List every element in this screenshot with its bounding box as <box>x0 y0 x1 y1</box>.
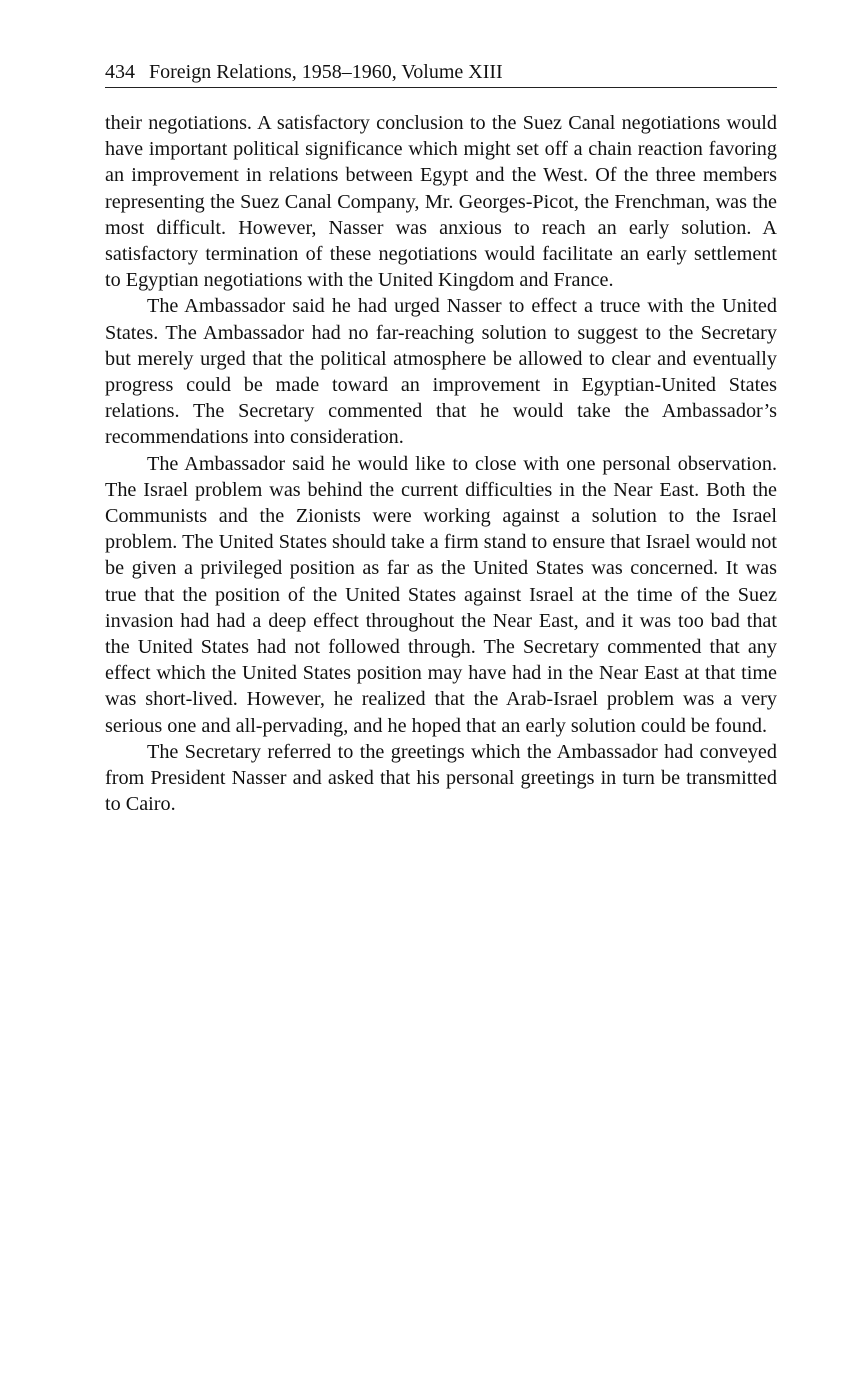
volume-title: Foreign Relations, 1958–1960, Volume XIII <box>149 61 503 83</box>
paragraph-truce: The Ambassador said he had urged Nasser to effect a truce with the United States. The Ambassador had no far-reaching solution to suggest to the Secretary but merely urged that the political atmosphere be allowed to clear and eventually progress could be made toward an improvement in Egyptian-United States relations. The Secretary commented that he would take the Ambassador’s recommendations into consideration. <box>105 295 777 449</box>
paragraph-suez-negotiations: their negotiations. A satisfactory conclusion to the Suez Canal negotiations would have important political significance which might set off a chain reaction favoring an improvement in relations between Egypt and the West. Of the three members representing the Suez Canal Company, Mr. Georges-Picot, the Frenchman, was the most difficult. However, Nasser was anxious to reach an early solution. A satisfactory termination of these negotiations would facilitate an early settlement to Egyptian negotiations with the United Kingdom and France. <box>105 112 777 292</box>
paragraph-greetings: The Secretary referred to the greetings which the Ambassador had conveyed from President Nasser and asked that his personal greetings in turn be transmitted to Cairo. <box>105 740 777 816</box>
document-page <box>105 58 777 817</box>
page-number: 434 <box>105 61 135 83</box>
body-text <box>105 110 777 817</box>
running-head <box>105 58 777 88</box>
paragraph-israel-problem: The Ambassador said he would like to close with one personal observation. The Israel problem was behind the current difficulties in the Near East. Both the Communists and the Zionists were working against a solution to the Israel problem. The United States should take a firm stand to ensure that Israel would not be given a privileged position as far as the United States was concerned. It was true that the position of the United States against Israel at the time of the Suez invasion had had a deep effect throughout the Near East, and it was too bad that the United States had not followed through. The Secretary commented that any effect which the United States position may have had in the Near East at that time was short-lived. However, he realized that the Arab-Israel problem was a very serious one and all-pervading, and he hoped that an early solution could be found. <box>105 452 777 737</box>
